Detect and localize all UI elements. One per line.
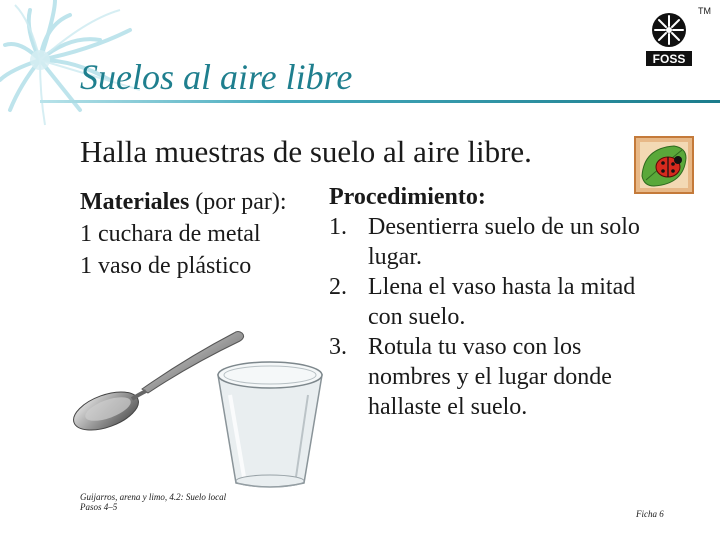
materials-item: 1 vaso de plástico: [80, 253, 252, 279]
step-number: 3.: [329, 334, 347, 360]
page-label: Ficha 6: [636, 509, 664, 519]
footnote-line: Guijarros, arena y limo, 4.2: Suelo local: [80, 492, 227, 502]
foss-logo-text: FOSS: [652, 52, 686, 66]
procedure-section: [329, 182, 669, 422]
step-text: Desentierra suelo de un solo lugar.: [368, 214, 640, 270]
step-text: Llena el vaso hasta la mitad con suelo.: [368, 274, 636, 330]
materials-heading: Materiales: [80, 189, 190, 215]
subtitle: Halla muestras de suelo al aire libre.: [80, 134, 532, 169]
materials-heading-line: [80, 186, 320, 218]
footnote-line: Pasos 4–5: [80, 502, 118, 512]
procedure-step: [329, 272, 669, 332]
source-footnote: [80, 492, 226, 512]
procedure-heading: Procedimiento:: [329, 184, 486, 210]
plastic-cup-image: [210, 355, 330, 490]
materials-section: [80, 186, 320, 282]
slide-title: Suelos al aire libre: [80, 57, 353, 97]
trademark-mark: TM: [698, 6, 711, 16]
foss-logo-icon: [644, 6, 694, 70]
procedure-step: [329, 332, 669, 422]
step-text: Rotula tu vaso con los nombres y el lugar donde hallaste el suelo.: [368, 334, 612, 420]
step-number: 2.: [329, 274, 347, 300]
materials-heading-suffix: (por par):: [189, 189, 287, 215]
title-divider: [40, 100, 720, 103]
procedure-step: [329, 212, 669, 272]
procedure-steps: [329, 212, 669, 422]
materials-item: 1 cuchara de metal: [80, 221, 261, 247]
step-number: 1.: [329, 214, 347, 240]
